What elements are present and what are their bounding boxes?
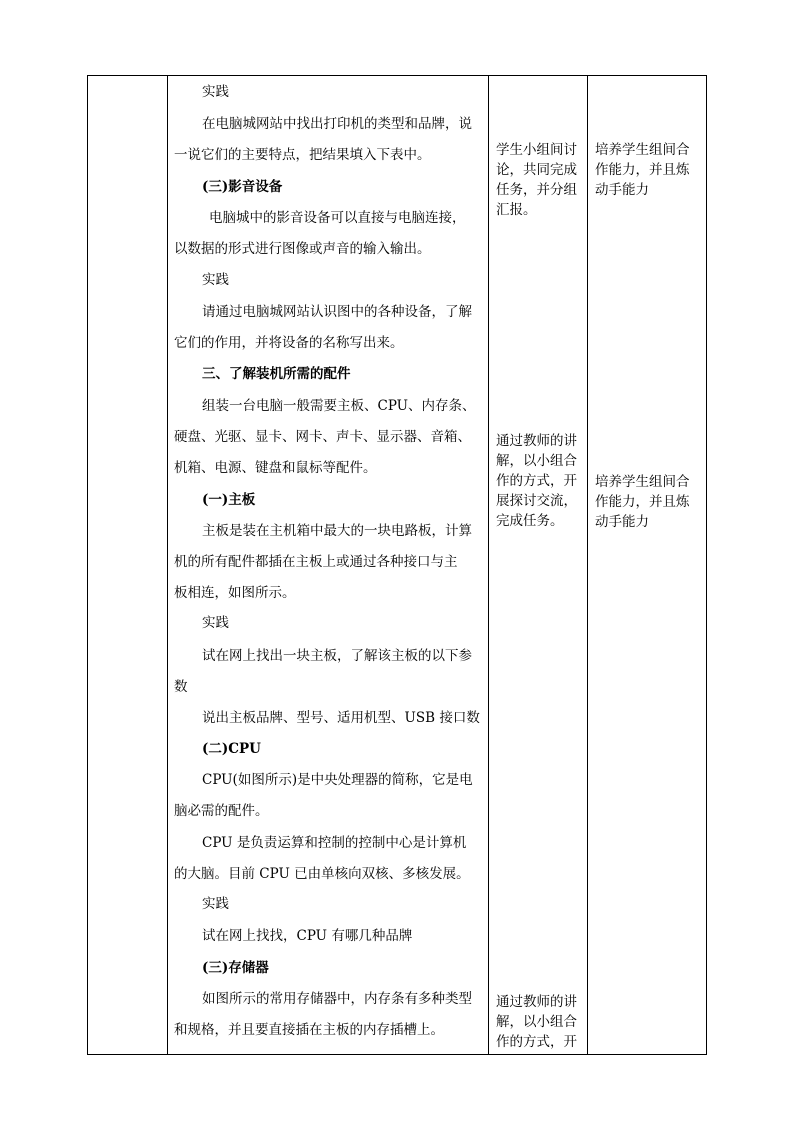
- lesson-table: [87, 75, 707, 1055]
- cell-line: 解，以小组合: [496, 453, 577, 469]
- cell-line: 解，以小组合: [496, 1014, 577, 1030]
- section-heading: (三)影音设备: [202, 179, 283, 195]
- content-line: 脑必需的配件。: [174, 803, 269, 819]
- student-activity-cell: [496, 992, 577, 1052]
- cell-line: 作能力，并且炼: [595, 494, 690, 510]
- content-line: 如图所示的常用存储器中，内存条有多种类型: [202, 991, 472, 1007]
- student-activity-cell: [496, 431, 577, 531]
- practice-heading: 实践: [202, 896, 229, 912]
- content-line: CPU 是负责运算和控制的控制中心是计算机: [202, 835, 467, 851]
- cell-line: 完成任务。: [496, 513, 564, 529]
- cell-line: 汇报。: [496, 202, 537, 218]
- content-line: 机的所有配件都插在主板上或通过各种接口与主: [174, 554, 458, 570]
- section-heading: (二)CPU: [202, 741, 261, 757]
- teaching-content-column: [168, 76, 568, 1054]
- cell-line: 展探讨交流，: [496, 493, 577, 509]
- content-line: 机箱、电源、键盘和鼠标等配件。: [174, 460, 377, 476]
- content-line: 一说它们的主要特点，把结果填入下表中。: [174, 147, 431, 163]
- content-line: 主板是装在主机箱中最大的一块电路板，计算: [202, 523, 472, 539]
- content-line: 组装一台电脑一般需要主板、CPU、内存条、: [202, 398, 476, 414]
- content-line: 板相连，如图所示。: [174, 585, 296, 601]
- content-line: 的大脑。目前 CPU 已由单核向双核、多核发展。: [174, 866, 470, 882]
- section-heading: (一)主板: [202, 492, 256, 508]
- design-intent-cell: [595, 140, 690, 200]
- section-heading: 三、了解装机所需的配件: [202, 366, 351, 382]
- content-line: 数: [174, 679, 188, 695]
- cell-line: 动手能力: [595, 182, 649, 198]
- cell-line: 学生小组间讨: [496, 142, 577, 158]
- content-line: 和规格，并且要直接插在主板的内存插槽上。: [174, 1022, 444, 1038]
- cell-line: 培养学生组间合: [595, 142, 690, 158]
- cell-line: 动手能力: [595, 514, 649, 530]
- practice-heading: 实践: [202, 615, 229, 631]
- cell-line: 论，共同完成: [496, 162, 577, 178]
- content-line: 电脑城中的影音设备可以直接与电脑连接，: [209, 210, 466, 226]
- cell-line: 任务，并分组: [496, 182, 577, 198]
- cell-line: 培养学生组间合: [595, 474, 690, 490]
- content-line: 试在网上找找，CPU 有哪几种品牌: [202, 928, 413, 944]
- practice-heading: 实践: [202, 84, 229, 100]
- content-line: 说出主板品牌、型号、适用机型、USB 接口数: [202, 710, 480, 726]
- content-line: CPU(如图所示)是中央处理器的简称，它是电: [202, 772, 473, 788]
- design-intent-cell: [595, 472, 690, 532]
- cell-line: 通过教师的讲: [496, 433, 577, 449]
- cell-line: 作能力，并且炼: [595, 162, 690, 178]
- content-line: 在电脑城网站中找出打印机的类型和品牌，说: [202, 116, 472, 132]
- cell-line: 作的方式，开: [496, 1034, 577, 1050]
- column-divider: [587, 76, 588, 1054]
- cell-line: 通过教师的讲: [496, 994, 577, 1010]
- content-line: 硬盘、光驱、显卡、网卡、声卡、显示器、音箱、: [174, 429, 471, 445]
- section-heading: (三)存储器: [202, 960, 269, 976]
- cell-line: 作的方式，开: [496, 473, 577, 489]
- practice-heading: 实践: [202, 272, 229, 288]
- student-activity-cell: [496, 140, 577, 220]
- content-line: 试在网上找出一块主板，了解该主板的以下参: [202, 648, 472, 664]
- content-line: 它们的作用，并将设备的名称写出来。: [174, 335, 404, 351]
- content-line: 请通过电脑城网站认识图中的各种设备，了解: [202, 304, 472, 320]
- content-line: 以数据的形式进行图像或声音的输入输出。: [174, 241, 431, 257]
